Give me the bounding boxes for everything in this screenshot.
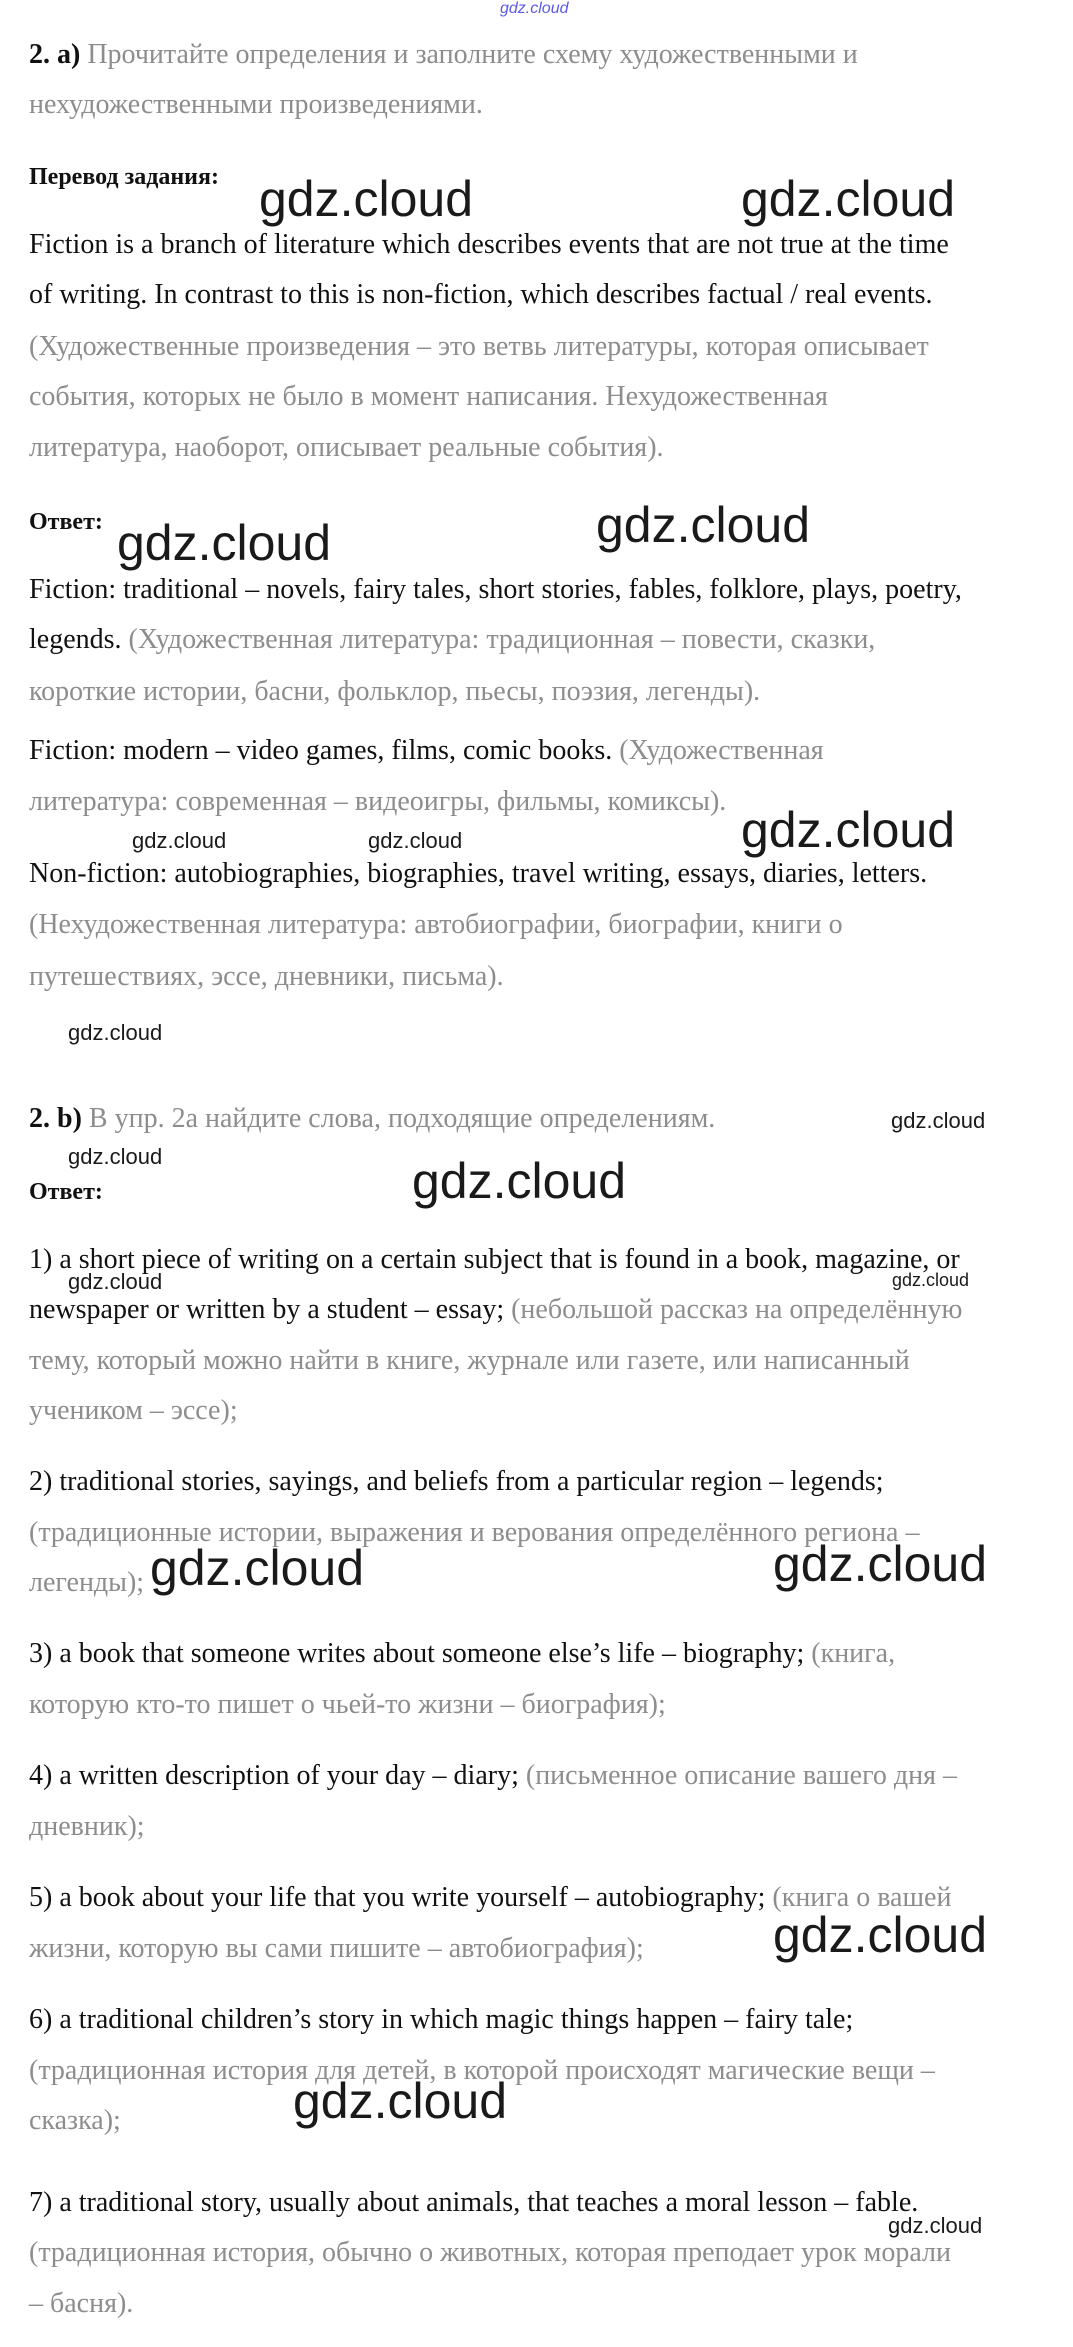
non-fiction-line-2: (Нехудожественная литература: автобиографии, биографии, книги о [29,909,843,940]
item-7-line-3: – басня). [29,2288,134,2319]
watermark: gdz.cloud [68,1144,163,1169]
watermark: gdz.cloud [117,515,332,571]
item-6-line-3: сказка); [29,2105,121,2136]
item-5-line-1: 5) a book about your life that you write yourself – autobiography; (книга о вашей [29,1882,952,1913]
watermark: gdz.cloud [368,828,463,853]
non-fiction-line-1: Non-fiction: autobiographies, biographies, travel writing, essays, diaries, letters. [29,858,928,889]
item-6-line-2: (традиционная история для детей, в которой происходят магические вещи – [29,2055,935,2086]
watermark: gdz.cloud [741,171,956,227]
item-1-line-2: newspaper or written by a student – essay; (небольшой рассказ на определённую [29,1294,963,1325]
answer-a-label: Ответ: [29,509,103,535]
item-2-line-2: (традиционные истории, выражения и верования определённого региона – [29,1517,920,1548]
task-b-number: 2. b) [29,1103,82,1134]
translation-label: Перевод задания: [29,164,219,190]
fiction-modern-line-1: Fiction: modern – video games, films, comic books. (Художественная [29,735,824,766]
watermark: gdz.cloud [892,1270,970,1290]
translation-p2: of writing. In contrast to this is non-fiction, which describes factual / real events. [29,279,933,310]
item-5-line-2: жизни, которую вы сами пишите – автобиография); [29,1933,644,1964]
translation-p1: Fiction is a branch of literature which describes events that are not true at the time [29,229,949,260]
item-3-line-2: которую кто-то пишет о чьей-то жизни – биография); [29,1689,666,1720]
item-2-line-1: 2) traditional stories, sayings, and beliefs from a particular region – legends; [29,1466,884,1497]
fiction-modern-line-2: литература: современная – видеоигры, фильмы, комиксы). [29,786,727,817]
watermark: gdz.cloud [741,802,956,858]
task-a-line-1: 2. а) Прочитайте определения и заполните схему художественными и [29,39,858,70]
item-3-line-1: 3) a book that someone writes about someone else’s life – biography; (книга, [29,1638,896,1669]
top-watermark: gdz.cloud [500,0,569,17]
watermark: gdz.cloud [891,1108,986,1133]
fiction-traditional-line-3: короткие истории, басни, фольклор, пьесы, поэзия, легенды). [29,676,761,707]
answer-b-label: Ответ: [29,1179,103,1205]
watermark: gdz.cloud [773,1907,988,1963]
item-2-line-3: легенды); [29,1567,145,1598]
watermark: gdz.cloud [293,2073,508,2129]
translation-p5: литература, наоборот, описывает реальные события). [29,432,664,463]
watermark: gdz.cloud [150,1540,365,1596]
fiction-traditional-line-2: legends. (Художественная литература: традиционная – повести, сказки, [29,624,876,655]
non-fiction-line-3: путешествиях, эссе, дневники, письма). [29,961,504,992]
watermark: gdz.cloud [132,828,227,853]
task-a-number: 2. а) [29,39,81,70]
item-1-line-1: 1) a short piece of writing on a certain subject that is found in a book, magazine, or [29,1244,960,1275]
item-1-line-4: учеником – эссе); [29,1395,238,1426]
watermark: gdz.cloud [888,2213,983,2238]
watermark: gdz.cloud [68,1269,163,1294]
translation-p3: (Художественные произведения – это ветвь литературы, которая описывает [29,331,929,362]
item-7-line-2: (традиционная история, обычно о животных, которая преподает урок морали [29,2237,951,2268]
watermark: gdz.cloud [773,1536,988,1592]
task-a-line-2: нехудожественными произведениями. [29,89,483,120]
watermark: gdz.cloud [68,1020,163,1045]
item-6-line-1: 6) a traditional children’s story in which magic things happen – fairy tale; [29,2004,854,2035]
translation-p4: события, которых не было в момент написания. Нехудожественная [29,381,828,412]
item-4-line-1: 4) a written description of your day – diary; (письменное описание вашего дня – [29,1760,957,1791]
item-1-line-3: тему, который можно найти в книге, журнале или газете, или написанный [29,1345,910,1376]
watermark: gdz.cloud [412,1153,627,1209]
fiction-traditional-line-1: Fiction: traditional – novels, fairy tales, short stories, fables, folklore, plays, poetry, [29,574,962,605]
item-7-line-1: 7) a traditional story, usually about animals, that teaches a moral lesson – fable. [29,2187,919,2218]
watermark: gdz.cloud [596,497,811,553]
task-b-line: 2. b) В упр. 2а найдите слова, подходящие определениям. [29,1103,716,1134]
item-4-line-2: дневник); [29,1811,145,1842]
watermark: gdz.cloud [259,171,474,227]
